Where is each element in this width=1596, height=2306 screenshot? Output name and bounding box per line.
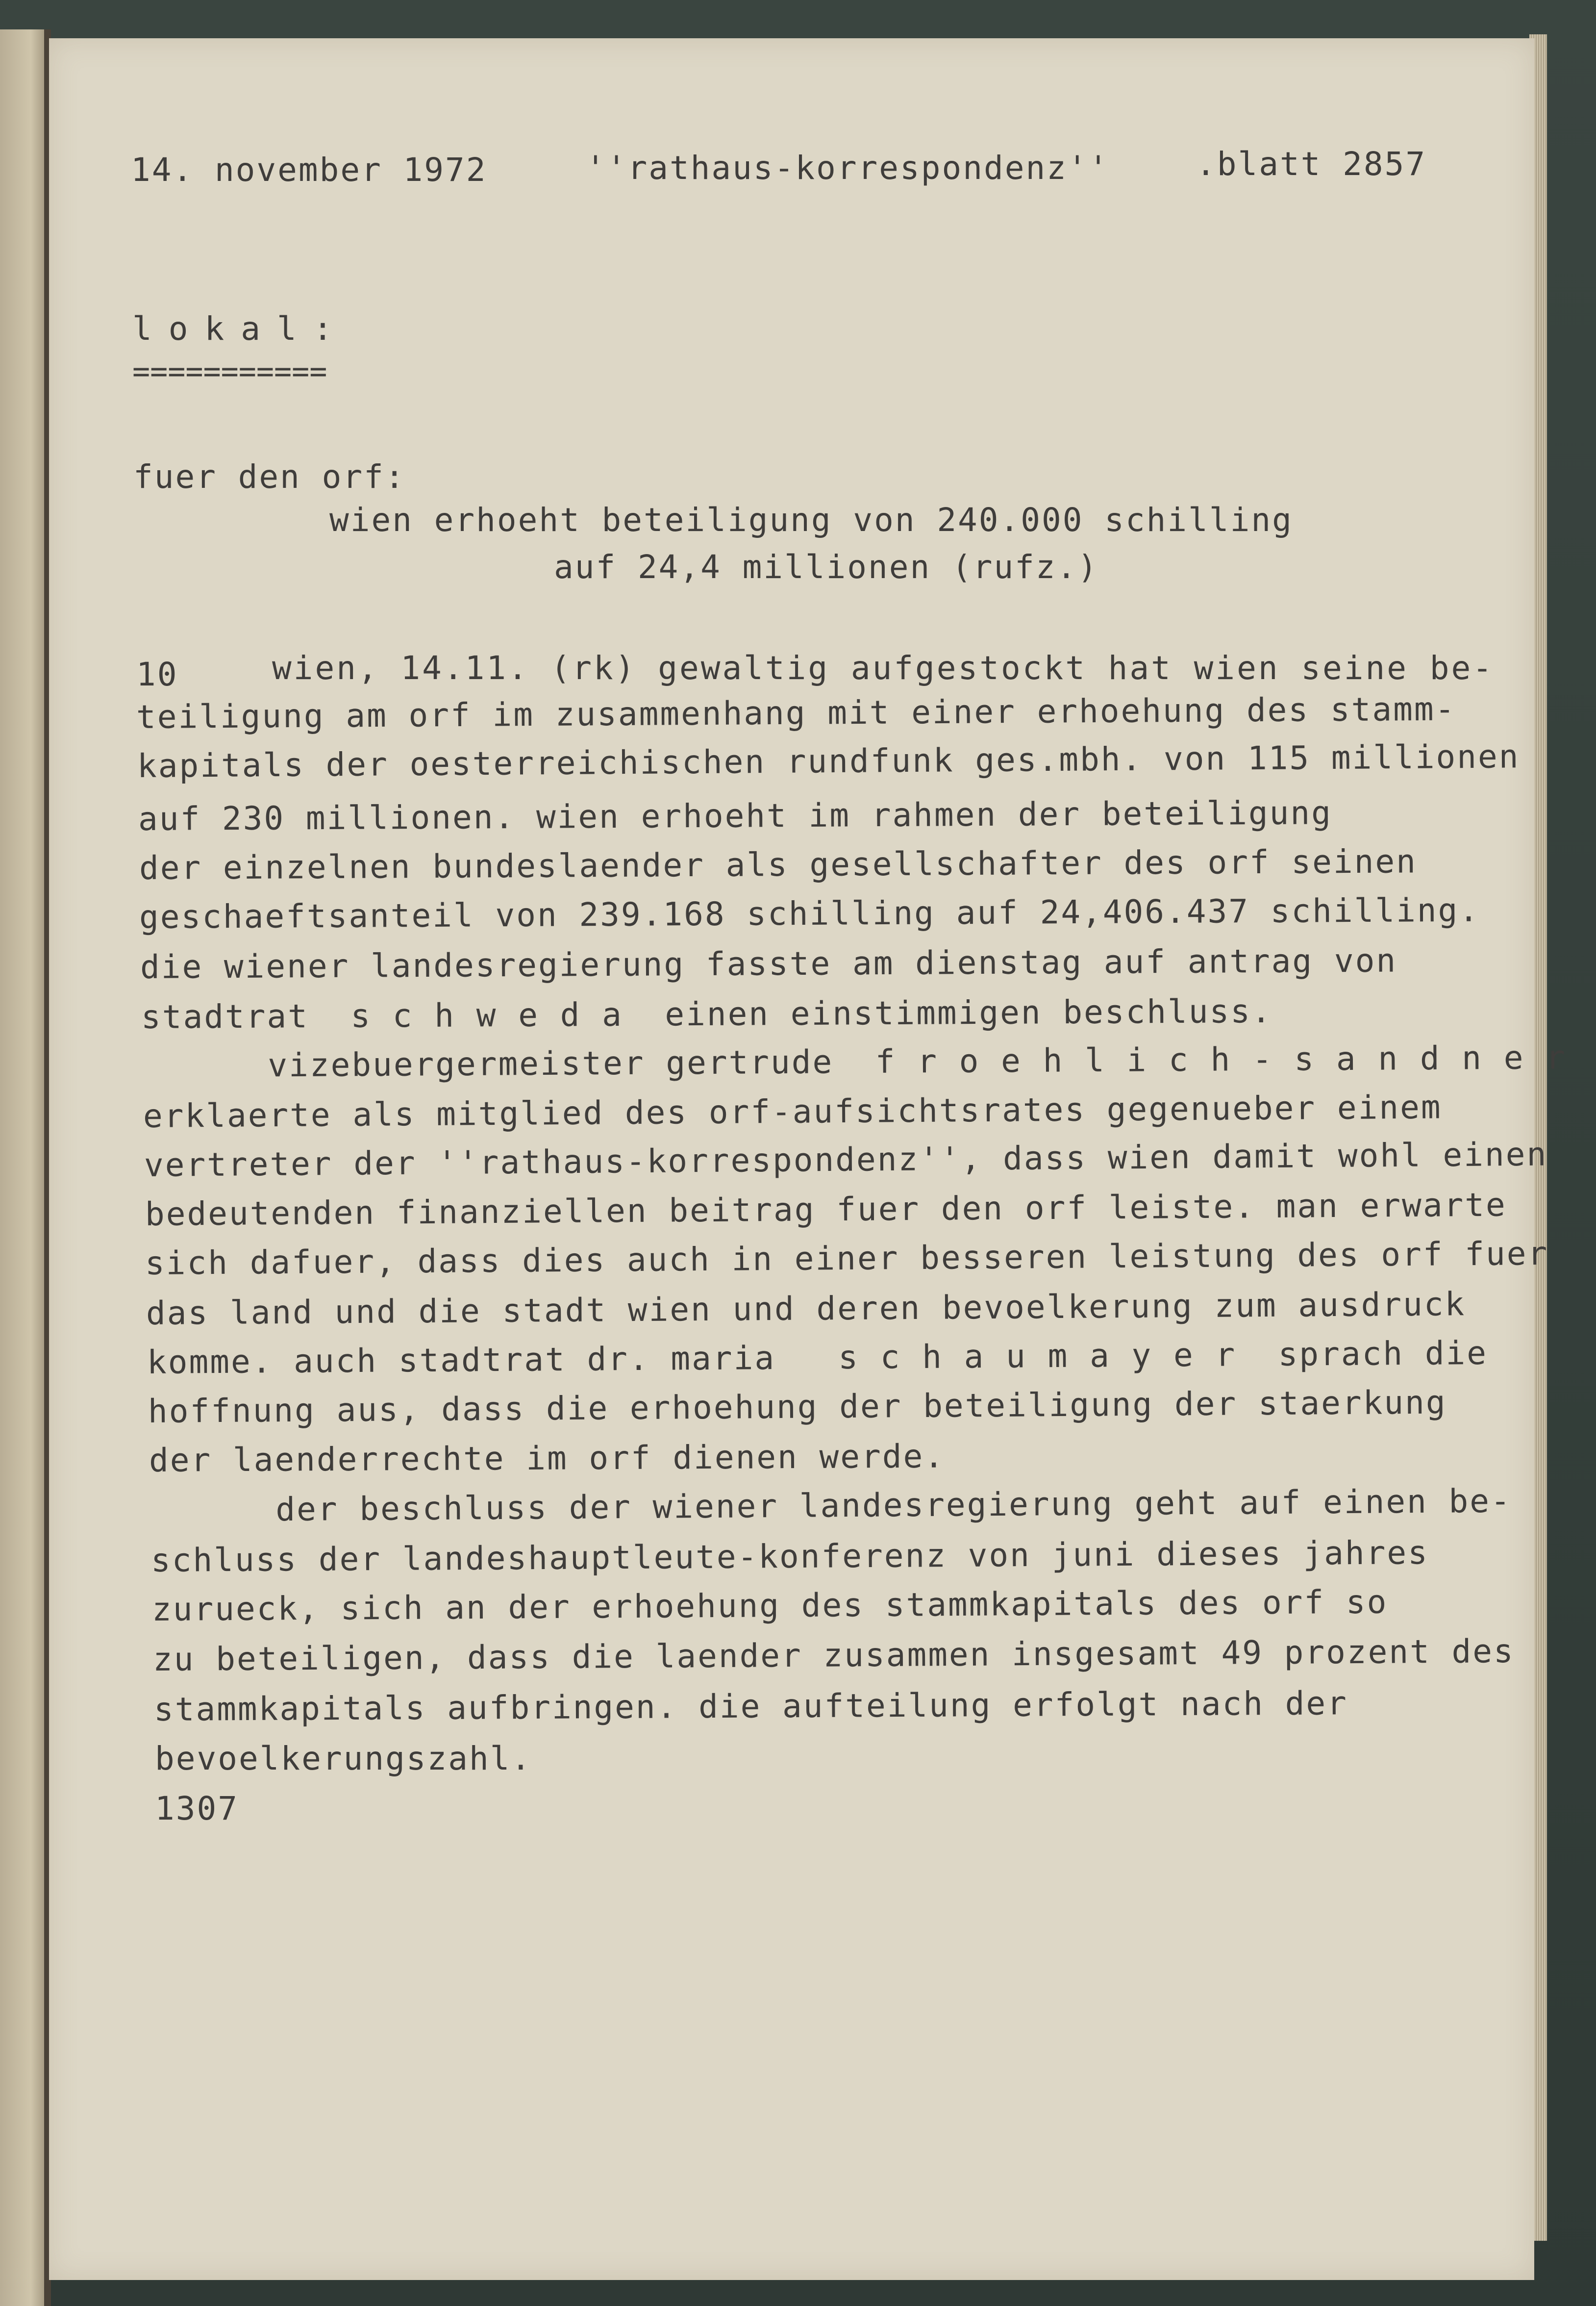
end-code: 1307 [155, 1790, 239, 1827]
body-line: erklaerte als mitglied des orf-aufsichtsrates gegenueber einem [143, 1088, 1442, 1135]
body-line: komme. auch stadtrat dr. maria s c h a u m a y e r sprach die [147, 1334, 1488, 1381]
body-line: geschaeftsanteil von 239.168 schilling auf 24,406.437 schilling. [139, 891, 1480, 936]
body-line: stadtrat s c h w e d a einen einstimmigen beschluss. [141, 992, 1272, 1036]
section-underline: =========== [132, 355, 327, 389]
body-line: das land und die stadt wien und deren bevoelkerung zum ausdruck [146, 1285, 1466, 1332]
header-publication: ''rathaus-korrespondenz'' [586, 149, 1110, 187]
body-line: der laenderrechte im orf dienen werde. [149, 1437, 946, 1479]
body-line: teiligung am orf im zusammenhang mit einer erhoehung des stamm- [136, 690, 1456, 736]
body-line: schluss der landeshauptleute-konferenz von juni dieses jahres [150, 1534, 1429, 1579]
body-line: stammkapitals aufbringen. die aufteilung erfolgt nach der [153, 1684, 1348, 1728]
body-line: hoffnung aus, dass die erhoehung der beteiligung der staerkung [148, 1383, 1447, 1430]
body-line: zurueck, sich an der erhoehung des stammkapitals des orf so [151, 1583, 1388, 1628]
body-line: vertreter der ''rathaus-korrespondenz'', dass wien damit wohl einen [144, 1135, 1548, 1184]
body-line: zu beteiligen, dass die laender zusammen insgesamt 49 prozent des [152, 1632, 1515, 1678]
body-line: sich dafuer, dass dies auch in einer besseren leistung des orf fuer [145, 1235, 1549, 1282]
body-line: bevoelkerungszahl. [155, 1740, 532, 1777]
document-page [49, 38, 1567, 2280]
body-line: wien, 14.11. (rk) gewaltig aufgestockt hat wien seine be- [272, 649, 1494, 687]
body-line: der beschluss der wiener landesregierung geht auf einen be- [150, 1482, 1512, 1529]
body-line: bedeutenden finanziellen beitrag fuer den orf leiste. man erwarte [145, 1186, 1507, 1233]
body-line: die wiener landesregierung fasste am dienstag auf antrag von [140, 941, 1397, 986]
article-headline-line1: wien erhoeht beteiligung von 240.000 schilling [329, 501, 1293, 539]
section-title: lokal: [132, 310, 349, 348]
body-line: auf 230 millionen. wien erhoeht im rahmen der beteiligung [138, 794, 1333, 838]
header-date: 14. november 1972 [131, 151, 487, 189]
item-number: 10 [136, 656, 178, 693]
body-line: kapitals der oesterreichischen rundfunk ges.mbh. von 115 millionen [137, 737, 1520, 785]
article-headline-line2: auf 24,4 millionen (rufz.) [554, 548, 1099, 586]
body-line: vizebuergermeister gertrude f r o e h l i c h - s a n d n e r [142, 1039, 1567, 1085]
left-page-edge [0, 29, 44, 2306]
body-line: der einzelnen bundeslaender als gesellschafter des orf seinen [139, 842, 1418, 887]
header-sheet-number: .blatt 2857 [1196, 145, 1427, 183]
article-recipient: fuer den orf: [133, 458, 406, 496]
